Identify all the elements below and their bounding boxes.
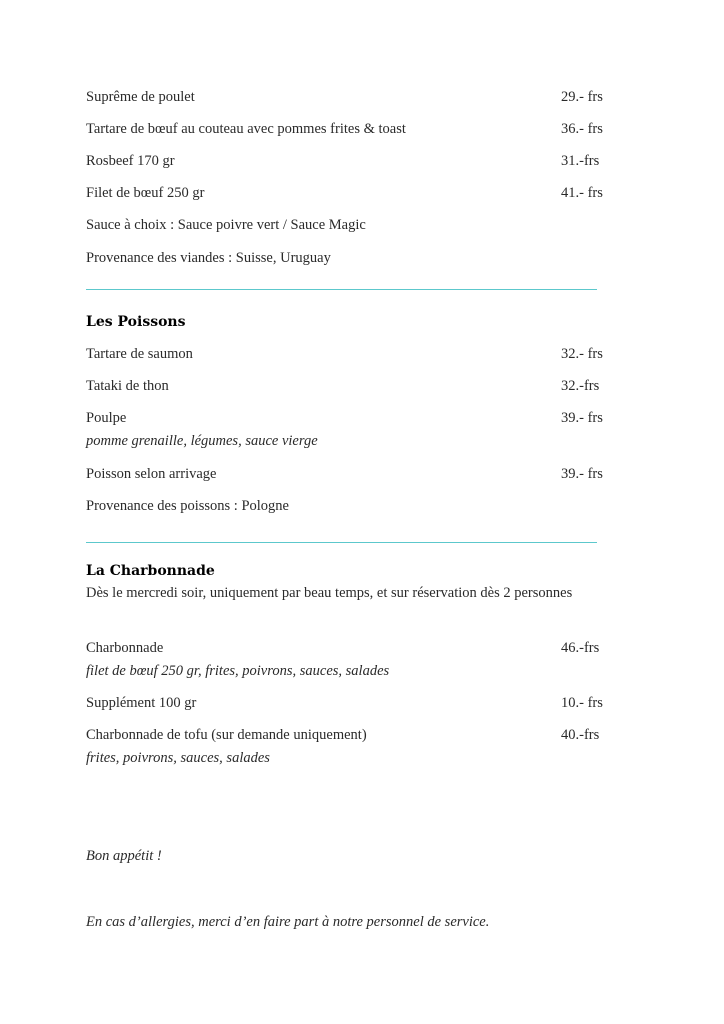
menu-item-name: Poulpe: [86, 410, 127, 426]
menu-item-price: 46.-frs: [561, 640, 600, 656]
menu-item-price: 32.- frs: [561, 346, 603, 362]
menu-item-price: 36.- frs: [561, 121, 603, 137]
menu-item-name: Tataki de thon: [86, 378, 169, 394]
menu-item-price: 41.- frs: [561, 185, 603, 201]
menu-item-price: 31.-frs: [561, 153, 600, 169]
menu-item-description: frites, poivrons, sauces, salades: [86, 750, 270, 766]
menu-item-name: Rosbeef 170 gr: [86, 153, 175, 169]
section-divider: [86, 289, 597, 290]
menu-item-price: 39.- frs: [561, 410, 603, 426]
menu-item-price: 10.- frs: [561, 695, 603, 711]
section-title-fish: Les Poissons: [86, 314, 186, 330]
menu-item-price: 39.- frs: [561, 466, 603, 482]
menu-item-name: Suprême de poulet: [86, 89, 195, 105]
menu-item-name: Poisson selon arrivage: [86, 466, 217, 482]
menu-item-description: filet de bœuf 250 gr, frites, poivrons, sauces, salades: [86, 663, 390, 679]
menu-item-name: Tartare de saumon: [86, 346, 193, 362]
allergy-note: En cas d’allergies, merci d’en faire part à notre personnel de service.: [86, 914, 490, 930]
menu-item-description: pomme grenaille, légumes, sauce vierge: [86, 433, 318, 449]
menu-item-price: 40.-frs: [561, 727, 600, 743]
greeting: Bon appétit !: [86, 848, 162, 864]
section-divider: [86, 542, 597, 543]
menu-item-price: 29.- frs: [561, 89, 603, 105]
fish-origin-note: Provenance des poissons : Pologne: [86, 498, 289, 514]
sauce-note: Sauce à choix : Sauce poivre vert / Sauce Magic: [86, 217, 366, 233]
menu-item-name: Charbonnade: [86, 640, 164, 656]
menu-item-price: 32.-frs: [561, 378, 600, 394]
section-title-charbonnade: La Charbonnade: [86, 563, 215, 579]
menu-item-name: Charbonnade de tofu (sur demande uniquement): [86, 727, 367, 743]
menu-item-name: Supplément 100 gr: [86, 695, 197, 711]
meat-origin-note: Provenance des viandes : Suisse, Uruguay: [86, 250, 331, 266]
menu-item-name: Tartare de bœuf au couteau avec pommes frites & toast: [86, 121, 406, 137]
menu-item-name: Filet de bœuf 250 gr: [86, 185, 205, 201]
section-subtitle: Dès le mercredi soir, uniquement par beau temps, et sur réservation dès 2 personnes: [86, 585, 573, 601]
